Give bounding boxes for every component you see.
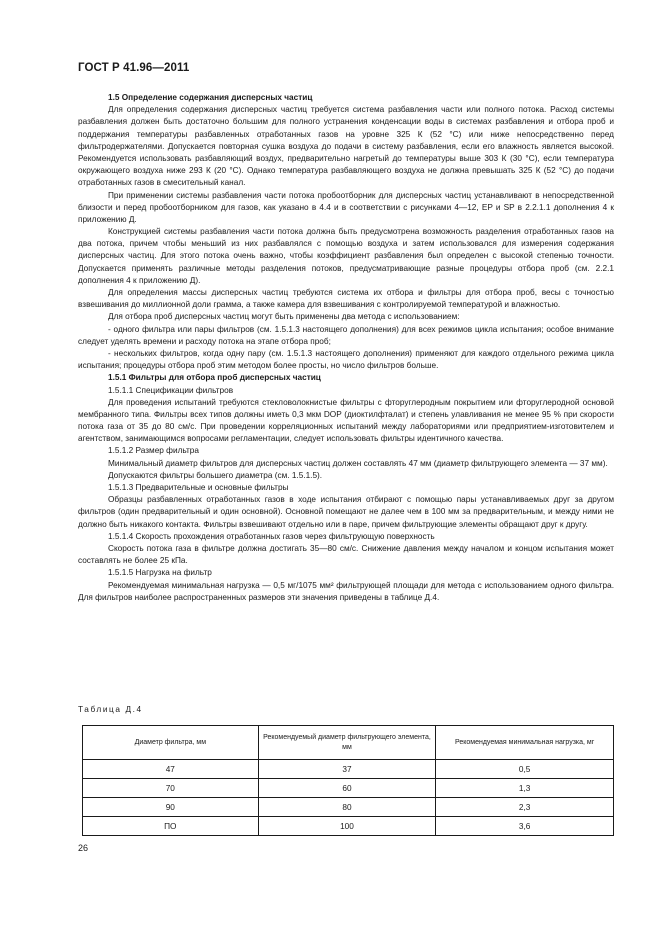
list-item: - нескольких фильтров, когда одну пару (см. 1.5.1.3 настоящего дополнения) применяют для каждого отдельного режима цикла испытания; процедуры отбора проб этим методом более просты, но число фильтров больше. xyxy=(78,348,614,371)
table-cell: 100 xyxy=(258,817,436,836)
table-cell: 60 xyxy=(258,779,436,798)
body-text xyxy=(78,92,614,604)
page-header: ГОСТ Р 41.96—2011 xyxy=(78,62,190,74)
section-heading-1-5-1: 1.5.1 Фильтры для отбора проб дисперсных частиц xyxy=(108,373,321,383)
filter-load-table xyxy=(82,725,614,836)
paragraph: Рекомендуемая минимальная нагрузка — 0,5 мг/1075 мм² фильтрующей площади для метода с использованием одного фильтра. Для фильтров наиболее распространенных размеров эти значения приведены в таблице Д.4. xyxy=(78,580,614,602)
table-cell: 0,5 xyxy=(436,760,614,779)
paragraph: Скорость потока газа в фильтре должна достигать 35—80 см/с. Снижение давления между началом и концом испытания может составлять не более 25 кПа. xyxy=(78,543,614,566)
paragraph: Минимальный диаметр фильтров для дисперсных частиц должен составлять 47 мм (диаметр фильтрующего элемента — 37 мм). xyxy=(108,458,608,468)
table-cell: ПО xyxy=(83,817,259,836)
subsection-heading: 1.5.1.4 Скорость прохождения отработанных газов через фильтрующую поверхность xyxy=(108,531,435,541)
header-filter-diameter: Диаметр фильтра, мм xyxy=(83,726,259,760)
table-cell: 2,3 xyxy=(436,798,614,817)
subsection-heading: 1.5.1.1 Спецификации фильтров xyxy=(108,385,234,395)
header-min-load: Рекомендуемая минимальная нагрузка, мг xyxy=(436,726,614,760)
paragraph: Для определения содержания дисперсных частиц требуется система разбавления части или полного потока. Расход системы разбавления должен быть достаточно большим для полного устранения конденсации воды в системах разбавления и отбора проб и поддержания температуры разбавленных отработанных газов на уровне 325 К (52 °С) или ниже непосредственно перед фильтродержателями. Допускается повторная сушка воздуха до подачи в систему разбавления, если его влажность является высокой. Рекомендуется использовать разбавляющий воздух, предварительно нагретый до температуры выше 303 К (30 °С), если температура окружающего воздуха ниже 293 К (20 °С). Однако температура разбавляющего воздуха не должна превышать 325 К (52 °С) до подачи отработанных газов в смесительный канал. xyxy=(78,105,614,188)
table-cell: 3,6 xyxy=(436,817,614,836)
section-heading-1-5: 1.5 Определение содержания дисперсных частиц xyxy=(108,93,313,102)
header-element-diameter: Рекомендуемый диаметр фильтрующего элемента, мм xyxy=(258,726,436,760)
paragraph: Для проведения испытаний требуются стекловолокнистые фильтры с фторуглеродным покрытием или фторуглеродной основой мембранного типа. Фильтры всех типов должны иметь 0,3 мкм DOP (диоктилфталат) и степень улавливания не менее 95 % при скорости потока газа от 35 до 80 см/с. При проведении корреляционных испытаний между лабораториями или предприятием-изготовителем и агентством, занимающимся вопросами регламентации, следует использовать фильтры идентичного качества. xyxy=(78,397,614,444)
paragraph: Для отбора проб дисперсных частиц могут быть применены два метода с использованием: xyxy=(108,312,460,322)
paragraph: Образцы разбавленных отработанных газов в ходе испытания отбирают с помощью пары устанавливаемых друг за другом фильтров (один предварительный и один основной). Основной помещают не далее чем в 100 мм за предварительным, и между ними не должно быть никакого контакта. Фильтры взвешивают отдельно или в паре, причем фильтрующие элементы обращают друг к другу. xyxy=(78,495,614,529)
paragraph: При применении системы разбавления части потока пробоотборник для дисперсных частиц устанавливают в непосредственной близости и перед пробоотборником для газов, как указано в 4.4 и в соответствии с рисунками 4—12, EP и SP в 2.2.1.1 дополнения 4 к приложению Д. xyxy=(78,190,614,224)
table-cell: 1,3 xyxy=(436,779,614,798)
paragraph: Конструкцией системы разбавления части потока должна быть предусмотрена возможность разделения отработанных газов на два потока, причем чтобы меньший из них разбавлялся с помощью воздуха и затем использовался для измерения содержания дисперсных частиц. Для этого потока очень важно, чтобы коэффициент разбавления был определен с высокой степенью точности. Допускается применять различные методы разделения потоков, предусматривающие разные процедуры отбора проб (см. 2.2.1 дополнения 4 к приложению Д). xyxy=(78,227,614,285)
paragraph: Для определения массы дисперсных частиц требуются система их отбора и фильтры для отбора проб, весы с точностью взвешивания до миллионной доли грамма, а также камера для взвешивания с контролируемой температурой и влажностью. xyxy=(78,288,614,310)
table-cell: 70 xyxy=(83,779,259,798)
table-row xyxy=(83,760,614,779)
table-row xyxy=(83,798,614,817)
table-cell: 80 xyxy=(258,798,436,817)
list-item: - одного фильтра или пары фильтров (см. 1.5.1.3 настоящего дополнения) для всех режимов цикла испытания; особое внимание следует уделять времени и расходу потока на этапе отбора проб; xyxy=(78,324,614,346)
page-number: 26 xyxy=(78,843,89,853)
table-cell: 37 xyxy=(258,760,436,779)
table-header-row xyxy=(83,726,614,760)
table-row xyxy=(83,779,614,798)
table-cell: 90 xyxy=(83,798,259,817)
table-caption: Таблица Д.4 xyxy=(78,705,143,714)
table-row xyxy=(83,817,614,836)
table-cell: 47 xyxy=(83,760,259,779)
paragraph: Допускаются фильтры большего диаметра (см. 1.5.1.5). xyxy=(108,470,323,480)
subsection-heading: 1.5.1.5 Нагрузка на фильтр xyxy=(108,568,212,578)
subsection-heading: 1.5.1.3 Предварительные и основные фильтры xyxy=(108,483,289,492)
subsection-heading: 1.5.1.2 Размер фильтра xyxy=(108,446,199,456)
